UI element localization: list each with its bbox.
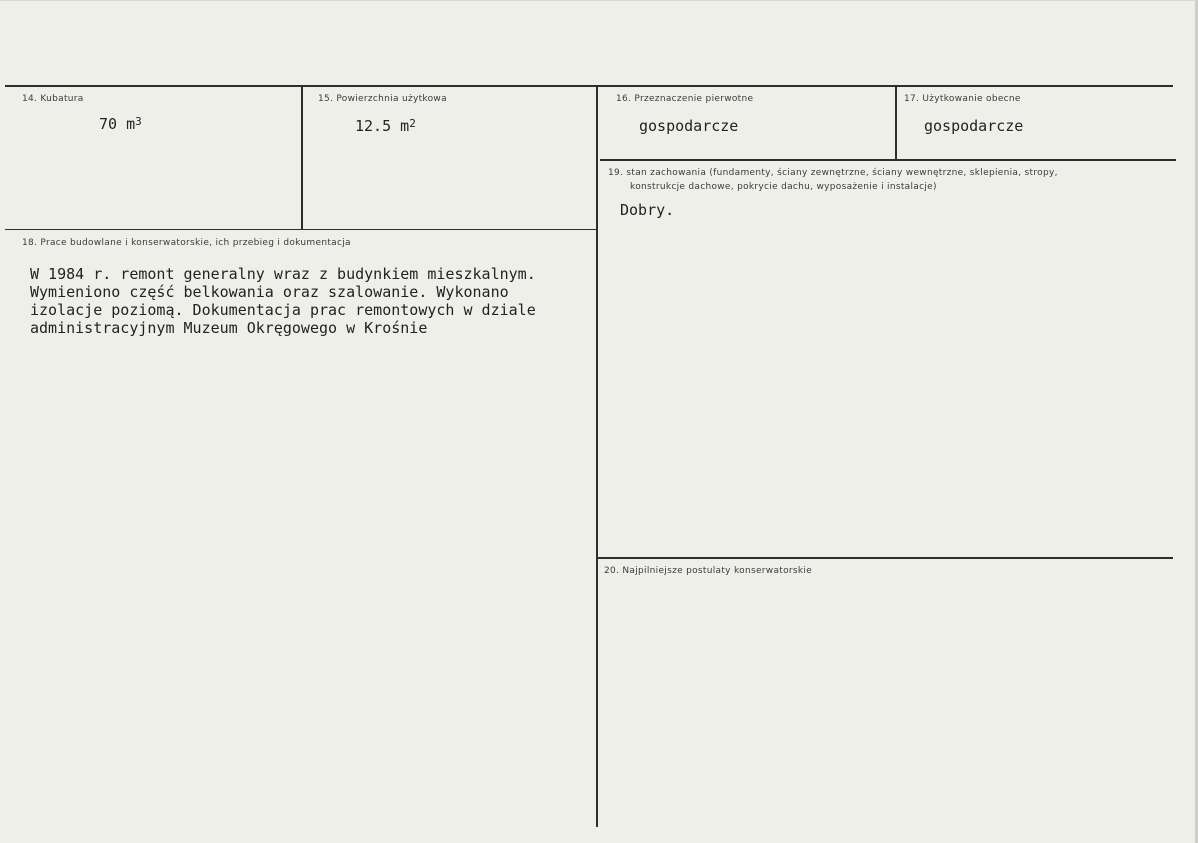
stan-label-line1: 19. stan zachowania (fundamenty, ściany zewnętrzne, ściany wewnętrzne, sklepienia, stropy, (608, 168, 1058, 178)
przeznaczenie-label: 16. Przeznaczenie pierwotne (616, 94, 754, 104)
divider-16-17 (895, 87, 897, 159)
rule-row1-left (5, 229, 597, 230)
kubatura-exponent: 3 (135, 115, 142, 128)
kubatura-label: 14. Kubatura (22, 94, 84, 104)
uzytkowanie-label: 17. Użytkowanie obecne (904, 94, 1021, 104)
powierzchnia-label: 15. Powierzchnia użytkowa (318, 94, 447, 104)
prace-value: W 1984 r. remont generalny wraz z budynkiem mieszkalnym. Wymieniono część belkowania oraz szalowanie. Wykonano izolacje poziomą. Dokumentacja prac remontowych w dziale administracyjnym Muzeum Okręgowego w Krośnie (30, 265, 536, 337)
powierzchnia-value (355, 117, 416, 137)
rule-row3-right (598, 557, 1173, 559)
divider-center (596, 87, 598, 827)
kubatura-value (99, 115, 142, 135)
stan-label-line2: konstrukcje dachowe, pokrycie dachu, wyposażenie i instalacje) (630, 182, 937, 192)
postulaty-label: 20. Najpilniejsze postulaty konserwatorskie (604, 566, 813, 576)
kubatura-number: 70 m (99, 115, 136, 133)
stan-value: Dobry. (620, 201, 675, 219)
powierzchnia-exponent: 2 (409, 117, 416, 130)
prace-label: 18. Prace budowlane i konserwatorskie, ich przebieg i dokumentacja (22, 238, 351, 248)
divider-14-15 (301, 87, 303, 229)
uzytkowanie-value: gospodarcze (924, 117, 1024, 135)
top-rule (5, 85, 1173, 87)
powierzchnia-number: 12.5 m (355, 117, 410, 135)
rule-row1-right (600, 159, 1176, 161)
przeznaczenie-value: gospodarcze (639, 117, 739, 135)
